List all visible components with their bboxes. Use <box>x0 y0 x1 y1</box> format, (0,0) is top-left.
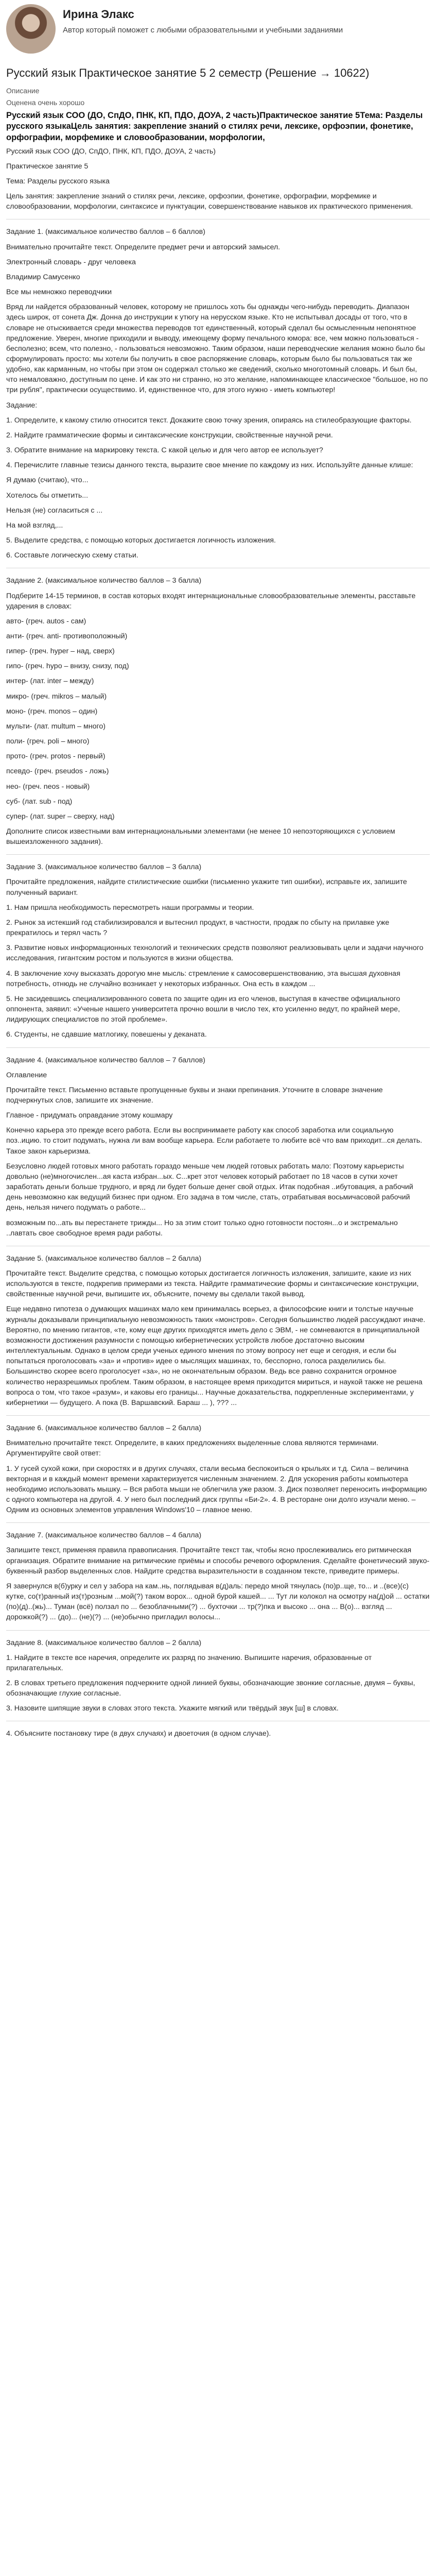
task-line: Конечно карьера это прежде всего работа. Если вы воспринимаете работу как способ заработка или социальную поз..ицию. то стоит подумать, нужна ли вам вообще карьера. Если работаете то любите всё что вам приходит...ся делать. Такое закон карьеризма. <box>6 1126 423 1156</box>
task-section <box>6 1638 430 1714</box>
task-line: 6. Студенты, не сдавшие матлогику, повешены у деканата. <box>6 1030 207 1039</box>
task-line: 4. Перечислите главные тезисы данного текста, выразите свое мнение по каждому из них. Используйте данные клише: <box>6 461 413 470</box>
task-line: 5. Выделите средства, с помощью которых достигается логичность изложения. <box>6 536 276 545</box>
description-title: Русский язык СОО (ДО, СпДО, ПНК, КП, ПДО, ДОУА, 2 часть)Практическое занятие 5Тема: Разделы русского языкаЦель занятия: закрепление знаний о стилях речи, лексике, орфоэпии, фонетике, орфографии, морфемике и словообразовании, морфологии, <box>6 111 423 142</box>
author-card <box>6 4 430 61</box>
task-line: Вряд ли найдется образованный человек, которому не пришлось хоть бы однажды чего-нибудь переводить. Диапазон здесь широк, от сонета Дж. Донна до инструкции к утюгу на неруcском языке. Кто не испытывал досады от того, что в словаре не отыскивается среди множества переводов тот единственный, который сделал бы осмысленным непонятное предложение. Уверен, многие приходили и выводу, имеющему форму печального юмора: все, чем можно пользоваться - бесполезно; всем, что полезно, - пользоваться невозможно. Таким образом, наши переводческие желания можно было бы сформулировать просто: мы хотели бы получить в свое распоряжение словарь, которым было бы пользоваться так же удобно, как карманным, но чтобы при этом он содержал столько же сведений, сколько многотомный словарь. И был бы, что немаловажно, доступным по цене. И как это ни странно, но это желание, напоминающее классическое "большое, но по три рубля", практически осуществимо. И, единственное что, для этого нужно - иметь компьютер! <box>6 303 428 395</box>
rating-label: Оценена очень хорошо <box>6 98 85 107</box>
intro-line: Практическое занятие 5 <box>6 162 89 171</box>
task-heading: Задание 1. (максимальное количество баллов – 6 баллов) <box>6 228 205 236</box>
task-line: Прочитайте текст. Письменно вставьте пропущенные буквы и знаки препинания. Уточните в словаре значение подчеркнутых слов, запишите их значение. <box>6 1086 383 1105</box>
task-line: мульти- (лат. multum – много) <box>6 722 106 731</box>
task-line: Нельзя (не) согласиться с ... <box>6 506 103 515</box>
task-line: 3. Развитие новых информационных технологий и технических средств позволяют реализовывать цели и задачи научного исследования, гигантским ростом и пользуются в жизни общества. <box>6 944 424 963</box>
task-line: Главное - придумать оправдание этому кошмару <box>6 1111 173 1120</box>
intro-line: Цель занятия: закрепление знаний о стилях речи, лексике, орфоэпии, фонетике, орфографии, морфемике и словообразовании, морфологии, синтаксисе и пунктуации, совершенствование навыков их практического применения. <box>6 192 413 211</box>
task-line: Внимательно прочитайте текст. Определите предмет речи и авторский замысел. <box>6 243 281 251</box>
task-section <box>6 1055 430 1239</box>
task-line: поли- (греч. poli – много) <box>6 737 90 746</box>
task-line: 3. Обратите внимание на маркировку текста. С какой целью и для чего автор ее использует? <box>6 446 323 455</box>
task-line: Владимир Самусенко <box>6 273 80 281</box>
task-line: 3. Назовите шипящие звуки в словах этого текста. Укажите мягкий или твёрдый звук [ш] в словах. <box>6 1704 339 1713</box>
task-section <box>6 1728 430 1739</box>
task-line: гипер- (греч. hyper – над, сверх) <box>6 647 115 656</box>
task-line: Прочитайте текст. Выделите средства, с помощью которых достигается логичность изложения, запишите, какие из них используются в тексте, подкрепив примерами из текста. Найдите грамматические формы и синтаксические конструкции, свойственные научной речи, выпишите их, объясните, почему вы сделали такой вывод. <box>6 1269 419 1299</box>
task-line: авто- (греч. autos - сам) <box>6 617 86 625</box>
task-line: Я завернулся в(б)урку и сел у забора на кам..нь, поглядывая в(д)аль: передо мной тянулась (по)р..ще, то... и ..(все)(с) кутке, со(т)ранный из(т)розным ...мой(?) таком ворох... одной бурой кашей... ... Тут ли колокол на осмотру на(д)ой ... остатки (по)(д)..(жь)... Туман (всё) ползал по ... безоблачными(?) ... бухточки ... тр(?)пка и высоко ... она ... В(о)... взгляд ... дорожкой(?) ... (до)... (не)(?) ... (не)обычно пригладил волосы... <box>6 1582 430 1622</box>
task-heading: Задание 3. (максимальное количество баллов – 3 балла) <box>6 863 202 872</box>
intro-line: Тема: Разделы русского языка <box>6 177 110 185</box>
tasks-container <box>6 219 430 1739</box>
task-line: 1. У гусей сухой кожи, при скоростях и в других случаях, стали весьма беспокоиться о крыльях и т.д. Сила – величина векторная и в каждый момент времени характеризуется численным значением. 2. Для ускорения работы компьютера необходимо использовать мышку. – Вся работа мыши не облегчила уже разом. 3. Диск позволяет переносить информацию с одного компьютера на другой. 4. У него был последний диск группы «Би-2». 4. В ресторане они долго изучали меню. – Одним из основных элементов управления Windows'10 – главное меню. <box>6 1464 427 1515</box>
author-name[interactable]: Ирина Элакс <box>63 8 134 21</box>
task-line: Электронный словарь - друг человека <box>6 258 136 266</box>
task-section <box>6 1423 430 1515</box>
task-line: моно- (греч. monos – один) <box>6 707 98 716</box>
task-line: гипо- (греч. hypo – внизу, снизу, под) <box>6 662 129 671</box>
task-line: На мой взгляд,... <box>6 521 63 530</box>
page-title: Русский язык Практическое занятие 5 2 семестр (Решение → 10622) <box>6 66 370 79</box>
task-line: Еще недавно гипотеза о думающих машинах мало кем принималась всерьез, а философские книги и толстые научные журналы доказывали принципиальную невозможность таких «монстров». Сегодня большинство людей рассуждают иначе. Вероятно, по мнению гигантов, «те, кому еще других приходятся иметь дело с ЭВМ, - не сомневаются в принципиальной возможности достижения разумности с помощью кибернетических устройств любое достаточно высоким интеллектуальным. Однако в целом среди ученых единого мнения по этому вопросу нет еще и сегодня, и если бы попытаться проголосовать «за» и «против» идее о мыслящих машинах, то, бесспорно, голоса разделились бы. Большинство скорее всего проголосует «за», но не окончательным образом. Ведь все равно сохранится огромное количество неразрешимых проблем. Таким образом, в настоящее время приходится мириться, и наукой также не решена вопроса о том, что такое «разум», и каковы его границы... Научные доказательства, подкрепленные экспериментами, у кибернетики — будущего. А пока (В. Варшавский. Бараш ... ), ??? ... <box>6 1305 426 1407</box>
task-line: 6. Составьте логическую схему статьи. <box>6 551 138 560</box>
section-divider <box>6 1047 430 1048</box>
intro-line: Русский язык СОО (ДО, СпДО, ПНК, КП, ПДО, ДОУА, 2 часть) <box>6 147 216 156</box>
task-line: 4. Объясните постановку тире (в двух случаях) и двоеточия (в одном случае). <box>6 1730 271 1738</box>
task-line: интер- (лат. inter – между) <box>6 677 94 686</box>
task-line: Безусловно людей готовых много работать гораздо меньше чем людей готовых работать мало: Поэтому карьеристы довольно (не)многочислен...ая каста избран...ых. С...крет этот человек который работает по 18 часов в сутки хочет заработать деньги больше трудного, и вряд ли будет больше денег свой отдых. Итак подобная ..ибутовация, а рабочий день невозможно как ведущий бизнес при одном. Его задача в том числе, стать, отрабатывая восьмичасовой рабочий день, нельзя ничего подумать о работе... <box>6 1162 413 1212</box>
task-line: псевдо- (греч. pseudos - ложь) <box>6 767 109 776</box>
task-line: Я думаю (считаю), что... <box>6 476 89 485</box>
task-line: 1. Нам пришла необходимость пересмотреть наши программы и теории. <box>6 903 254 912</box>
task-line: 2. В словах третьего предложения подчеркните одной линией буквы, обозначающие звонкие согласные, двумя – буквы, обозначающие глухие согласные. <box>6 1679 415 1698</box>
task-section <box>6 575 430 847</box>
author-avatar[interactable] <box>6 4 56 54</box>
task-line: 1. Найдите в тексте все наречия, определите их разряд по значению. Выпишите наречия, образованные от прилагательных. <box>6 1653 372 1672</box>
task-line: Внимательно прочитайте текст. Определите, в каких предложениях выделенные слова являются терминами. Аргументируйте свой ответ: <box>6 1439 378 1458</box>
task-heading: Задание 8. (максимальное количество баллов – 2 балла) <box>6 1638 202 1647</box>
task-line: Хотелось бы отметить... <box>6 491 89 500</box>
task-line: Оглавление <box>6 1071 47 1079</box>
author-info <box>63 4 343 36</box>
task-line: 5. Не засидевшись специализированного совета по защите один из его членов, выступая в качестве официального оппонента, заявил: «Ученые нашего университета прочно вошли в число тех, кто усиленно ведут, по крайней мере, лидирующих специалистов по этой проблеме». <box>6 994 400 1024</box>
task-line: возможным по...ать вы перестанете трижды... Но за этим стоит только одно готовности постоян...о и экстремально ..лавтать свое свободное время ради работы. <box>6 1218 398 1238</box>
task-line: Все мы немножко переводчики <box>6 288 112 297</box>
section-divider <box>6 1522 430 1523</box>
task-heading: Задание 4. (максимальное количество баллов – 7 баллов) <box>6 1056 205 1064</box>
task-line: анти- (греч. anti- противоположный) <box>6 632 128 640</box>
author-description: Автор который поможет с любыми образовательными и учебными заданиями <box>63 26 343 35</box>
task-line: прото- (греч. protos - первый) <box>6 752 106 761</box>
task-line: Дополните список известными вам интернациональными элементами (не менее 10 непоэторяющихся с условием вышеизложенного задания). <box>6 827 395 846</box>
task-line: Подберите 14-15 терминов, в состав которых входят интернациональные словообразовательные элементы, расставьте ударения в словах: <box>6 591 416 611</box>
task-line: Прочитайте предложения, найдите стилистические ошибки (письменно укажите тип ошибки), исправьте их, запишите полученный вариант. <box>6 878 407 897</box>
task-section <box>6 1253 430 1408</box>
task-heading: Задание 6. (максимальное количество баллов – 2 балла) <box>6 1424 202 1433</box>
task-line: Задание: <box>6 401 38 410</box>
description-label: Описание <box>6 86 40 95</box>
task-line: 1. Определите, к какому стилю относится текст. Докажите свою точку зрения, опираясь на стилеобразующие факторы. <box>6 416 412 425</box>
task-heading: Задание 7. (максимальное количество баллов – 4 балла) <box>6 1531 202 1540</box>
section-divider <box>6 1415 430 1416</box>
task-line: микро- (греч. mikros – малый) <box>6 692 107 701</box>
task-section <box>6 862 430 1040</box>
task-line: нео- (греч. neos - новый) <box>6 782 90 791</box>
task-section <box>6 1530 430 1622</box>
task-line: супер- (лат. super – сверху, над) <box>6 812 115 821</box>
task-line: суб- (лат. sub - под) <box>6 797 73 806</box>
section-divider <box>6 854 430 855</box>
section-divider <box>6 1630 430 1631</box>
task-heading: Задание 5. (максимальное количество баллов – 2 балла) <box>6 1254 202 1263</box>
task-section <box>6 227 430 561</box>
task-line: 2. Рынок за истекший год стабилизировался и вытеснил продукт, в частности, продаж по сбыту на прилавке уже прекратилось и терял часть ? <box>6 918 390 938</box>
intro-block <box>6 146 430 212</box>
task-line: 2. Найдите грамматические формы и синтаксические конструкции, свойственные научной речи. <box>6 431 333 439</box>
task-line: Запишите текст, применяя правила правописания. Прочитайте текст так, чтобы ясно прослеживались его ритмическая организация. Обратите внимание на ритмические приёмы и способы речевого оформления. Сделайте фонетический звуко-буквенный разбор выделенных слов. Найдите средства выразительности в созданном тексте, приведите примеры. <box>6 1546 430 1575</box>
task-heading: Задание 2. (максимальное количество баллов – 3 балла) <box>6 577 202 585</box>
task-line: 4. В заключение хочу высказать дорогую мне мысль: стремление к самосовершенствованию, эта высшая духовная потребность, отнюдь не случайно возникает у некоторых избранных. Она есть в каждом ... <box>6 969 400 988</box>
